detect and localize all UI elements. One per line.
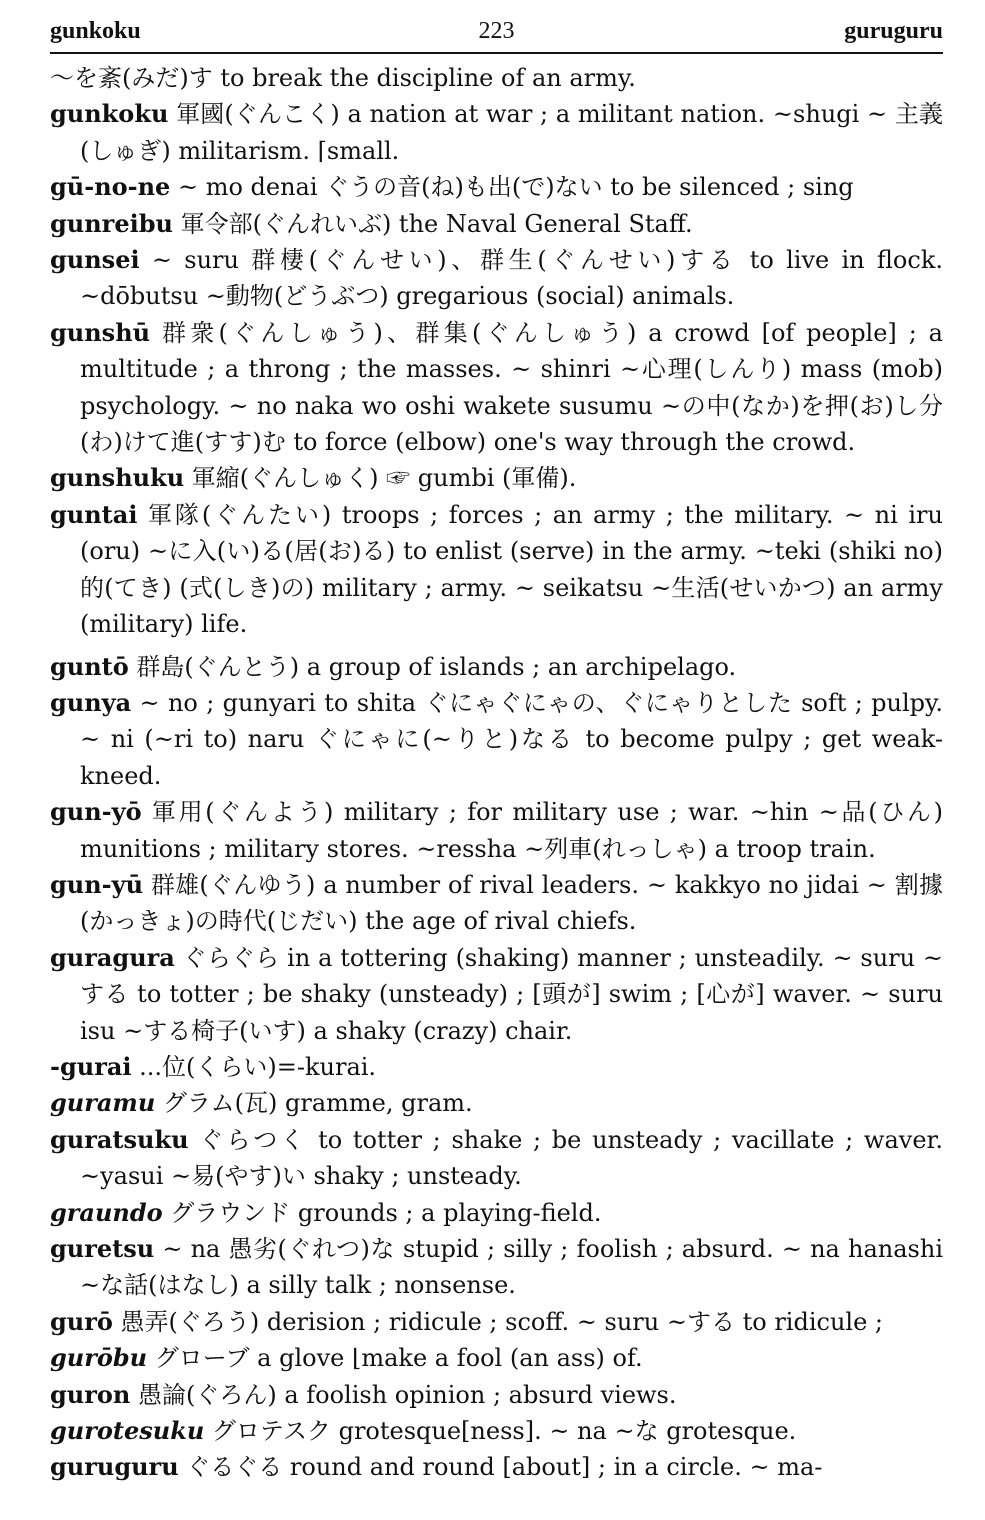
entry-headword: guramu — [50, 1088, 156, 1118]
entry-headword: guragura — [50, 942, 175, 972]
entry-headword: gunshuku — [50, 463, 185, 493]
entry-headword: gun-yō — [50, 797, 142, 827]
dictionary-entry — [50, 1340, 943, 1376]
entry-headword: -gurai — [50, 1051, 132, 1081]
entry-definition: ~ na 愚劣(ぐれつ)な stupid ; silly ; foolish ; absurd. ~ na hanashi ~な話(はなし) a silly talk ; nonsense. — [80, 1235, 943, 1300]
entry-definition: 群島(ぐんとう) a group of islands ; an archipelago. — [128, 652, 737, 681]
dictionary-entry — [50, 1231, 943, 1304]
dictionary-entry — [50, 96, 943, 169]
dictionary-entry — [50, 1377, 943, 1413]
dictionary-entry — [50, 460, 943, 496]
entry-headword: guruguru — [50, 1452, 179, 1482]
entry-headword: guratsuku — [50, 1124, 189, 1154]
entry-definition: 軍縮(ぐんしゅく) ☞ gumbi (軍備). — [184, 464, 577, 493]
entry-definition: 愚論(ぐろん) a foolish opinion ; absurd views. — [130, 1380, 677, 1409]
dictionary-entry — [50, 794, 943, 867]
dictionary-entry — [50, 1413, 943, 1449]
entry-headword: gū-no-ne — [50, 172, 171, 202]
dictionary-entry — [50, 649, 943, 685]
entry-headword: gunreibu — [50, 208, 173, 238]
dictionary-entry — [50, 1085, 943, 1121]
dictionary-entry — [50, 685, 943, 794]
entry-definition: ...位(くらい)=-kurai. — [131, 1052, 377, 1081]
entry-definition: 群衆(ぐんしゅう)、群集(ぐんしゅう) a crowd [of people] ; a multitude ; a throng ; the masses. ~ shinri ~心理(しんり) mass (mob) psychology. ~ no naka wo oshi wakete susumu ~の中(なか)を押(お)し分(わ)けて進(すす)む to force (elbow) one's way through the crowd. — [80, 318, 943, 457]
entry-definition: 群雄(ぐんゆう) a number of rival leaders. ~ kakkyo no jidai ~ 割據(かっきょ)の時代(じだい) the age of rival chiefs. — [80, 870, 943, 936]
entry-headword: guretsu — [50, 1234, 155, 1263]
dictionary-entry — [50, 315, 943, 461]
entry-headword: guron — [50, 1379, 131, 1409]
entry-definition: グラム(瓦) gramme, gram. — [155, 1089, 473, 1118]
entry-definition: 愚弄(ぐろう) derision ; ridicule ; scoff. ~ suru ~する to ridicule ; — [112, 1307, 884, 1336]
entry-definition: グローブ a glove ⌊make a fool (an ass) of. — [147, 1344, 643, 1373]
header-first-word: gunkoku — [50, 18, 141, 44]
entry-definition: ぐらつく to totter ; shake ; be unsteady ; vacillate ; waver. ~yasui ~易(やす)い shaky ; unsteady. — [80, 1125, 943, 1191]
entry-definition: 軍國(ぐんこく) a nation at war ; a militant nation. ~shugi ~ 主義(しゅぎ) militarism. ⌈small. — [80, 100, 943, 165]
entry-definition: 軍令部(ぐんれいぶ) the Naval General Staff. — [172, 209, 693, 238]
entry-headword: guntai — [50, 499, 138, 529]
entry-definition: 軍用(ぐんよう) military ; for military use ; war. ~hin ~品(ひん) munitions ; military stores. ~ressha ~列車(れっしゃ) a troop train. — [80, 798, 943, 863]
entry-definition: グロテスク grotesque[ness]. ~ na ~な grotesque. — [204, 1417, 797, 1446]
entry-headword: gurotesuku — [50, 1416, 205, 1446]
dictionary-entry — [50, 1449, 943, 1485]
dictionary-page — [50, 14, 943, 1514]
entry-headword: guntō — [50, 651, 129, 681]
entry-definition: ~ suru 群棲(ぐんせい)、群生(ぐんせい)する to live in flock. ~dōbutsu ~動物(どうぶつ) gregarious (social) animals. — [80, 246, 943, 311]
entry-headword: gurōbu — [50, 1343, 148, 1373]
entry-definition: グラウンド grounds ; a playing-field. — [162, 1198, 602, 1227]
entry-headword: gurō — [50, 1306, 113, 1336]
dictionary-entry — [50, 1122, 943, 1195]
entry-headword: gunsei — [50, 245, 140, 275]
entry-definition: ぐらぐら in a tottering (shaking) manner ; unsteadily. ~ suru ~する to totter ; be shaky (unsteady) ; [頭が] swim ; [心が] waver. ~ suru isu ~する椅子(いす) a shaky (crazy) chair. — [80, 943, 943, 1045]
entry-headword: graundo — [50, 1197, 163, 1227]
dictionary-entry — [50, 206, 943, 242]
dictionary-entry — [50, 1049, 943, 1085]
header-last-word: guruguru — [844, 18, 943, 44]
page-number: 223 — [478, 18, 515, 44]
dictionary-entry — [50, 60, 943, 96]
entry-headword: gunshū — [50, 317, 151, 347]
entry-definition: ~ no ; gunyari to shita ぐにゃぐにゃの、ぐにゃりとした soft ; pulpy. ~ ni (~ri to) naru ぐにゃに(~りと)なる to become pulpy ; get weak-kneed. — [80, 688, 943, 790]
page-header — [50, 14, 943, 48]
dictionary-entry — [50, 242, 943, 315]
dictionary-entry — [50, 1195, 943, 1231]
entry-definition: 軍隊(ぐんたい) troops ; forces ; an army ; the military. ~ ni iru (oru) ~に入(い)る(居(お)る) to enlist (serve) in the army. ~teki (shiki no) 的(てき) (式(しき)の) military ; army. ~ seikatsu ~生活(せいかつ) an army (military) life. — [80, 500, 943, 639]
dictionary-entry — [50, 497, 943, 643]
entry-list — [50, 60, 943, 1486]
header-rule — [50, 52, 943, 54]
entry-headword: gunkoku — [50, 99, 169, 129]
dictionary-entry — [50, 169, 943, 205]
entry-definition: ぐるぐる round and round [about] ; in a circle. ~ ma- — [178, 1453, 823, 1482]
dictionary-entry — [50, 867, 943, 940]
entry-definition: 〜を紊(みだ)す to break the discipline of an army. — [50, 64, 636, 92]
entry-headword: gunya — [50, 687, 132, 717]
dictionary-entry — [50, 1304, 943, 1340]
entry-definition: ~ mo denai ぐうの音(ね)も出(で)ない to be silenced ; sing — [170, 173, 854, 202]
dictionary-entry — [50, 940, 943, 1049]
entry-headword: gun-yū — [50, 869, 144, 899]
